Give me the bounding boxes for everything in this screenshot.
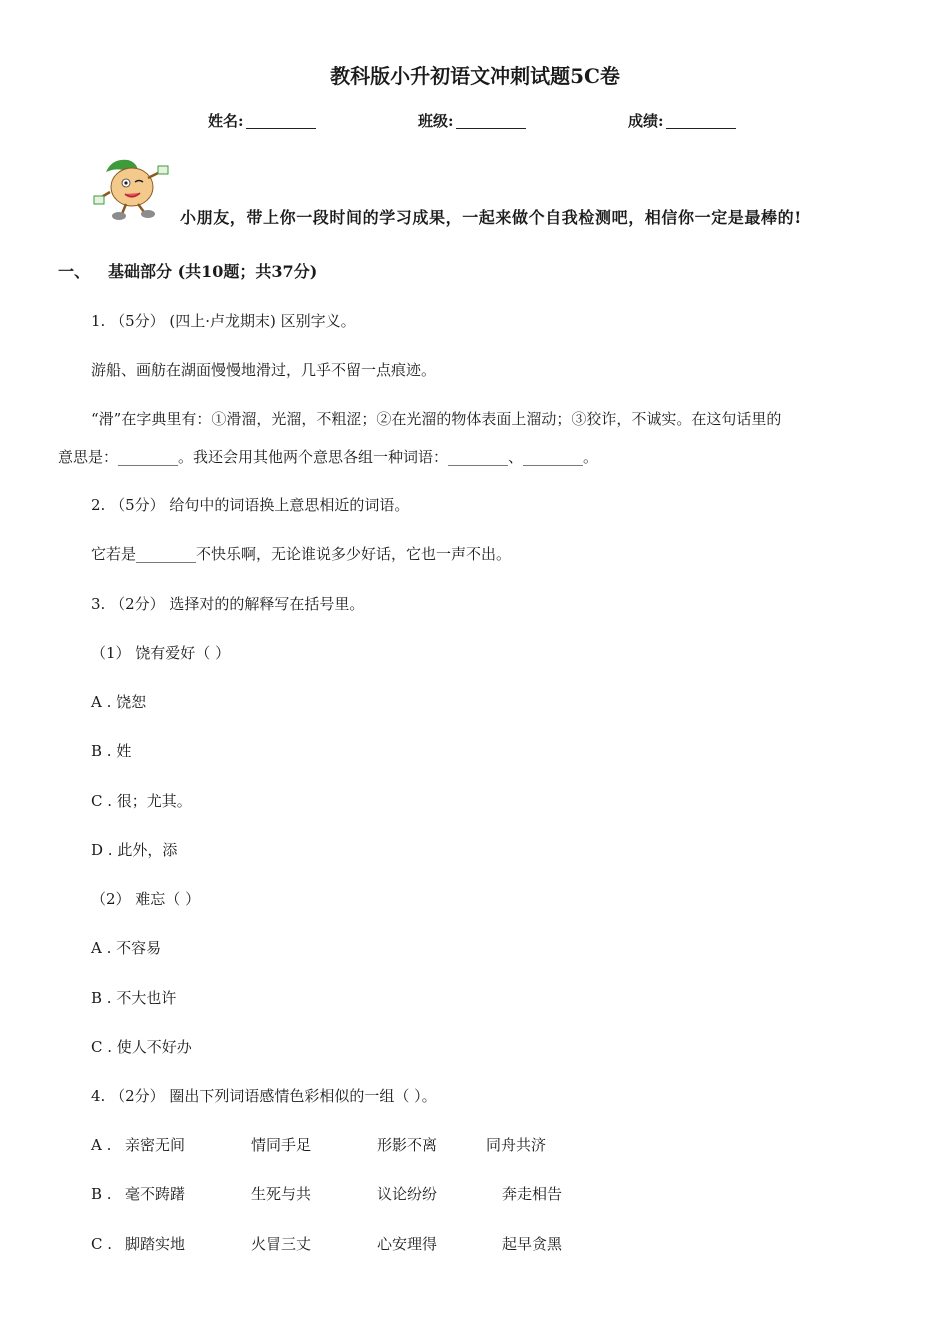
q3-sub1-option[interactable]: A . 饶恕 [91,693,147,711]
option-word: 亲密无间 [125,1136,186,1154]
q3-head: 3. （2分） 选择对的的解释写在括号里。 [91,595,365,613]
class-blank[interactable] [456,112,526,129]
name-field [208,110,316,131]
section-number: 一、 [58,262,91,281]
score-blank[interactable] [666,112,736,129]
class-label: 班级: [418,112,454,130]
intro-text: 小朋友，带上你一段时间的学习成果，一起来做个自我检测吧，相信你一定是最棒的! [180,208,802,227]
q3-sub2-option[interactable]: B . 不大也许 [91,989,177,1007]
option-word: 奔走相告 [502,1185,563,1203]
q1-sentence: 游船、画舫在湖面慢慢地滑过，几乎不留一点痕迹。 [91,361,437,379]
name-label: 姓名: [208,112,244,130]
q3-sub1: （1） 饶有爱好（ ） [91,644,231,662]
class-field [418,110,526,131]
score-label: 成绩: [628,112,664,130]
option-word: 情同手足 [251,1136,312,1154]
q1-head: 1. （5分） (四上·卢龙期末) 区别字义。 [91,312,356,330]
option-label: C . [91,1235,113,1253]
option-word: 同舟共济 [486,1136,547,1154]
q3-sub1-option[interactable]: D . 此外，添 [91,841,178,859]
name-blank[interactable] [246,112,316,129]
score-field [628,110,736,131]
q2-sentence: 它若是________不快乐啊，无论谁说多少好话，它也一声不出。 [91,545,512,563]
option-word: 毫不踌躇 [125,1185,186,1203]
q1-line2: 意思是：________。我还会用其他两个意思各组一种词语：________、________。 [58,448,599,466]
q3-sub1-option[interactable]: C . 很；尤其。 [91,792,192,810]
q4-head: 4. （2分） 圈出下列词语感情色彩相似的一组（ ）。 [91,1087,437,1105]
option-label: A . [91,1136,112,1154]
q3-sub2-option[interactable]: A . 不容易 [91,939,162,957]
q2-head: 2. （5分） 给句中的词语换上意思相近的词语。 [91,496,410,514]
q3-sub2-option[interactable]: C . 使人不好办 [91,1038,192,1056]
q4-option-a[interactable] [91,1134,546,1155]
page-title: 教科版小升初语文冲刺试题5C卷 [330,64,620,88]
option-label: B . [91,1185,112,1203]
section-title: 基础部分 (共10题；共37分) [108,262,318,281]
option-word: 起早贪黑 [502,1235,563,1253]
option-word: 议论纷纷 [377,1185,438,1203]
option-word: 生死与共 [251,1185,312,1203]
q1-line1: “滑”在字典里有：①滑溜，光溜，不粗涩；②在光溜的物体表面上溜动；③狡诈，不诚实。在这句话里的 [91,410,782,428]
q4-option-b[interactable] [91,1183,562,1204]
section-heading [58,259,317,282]
option-word: 心安理得 [377,1235,438,1253]
mascot-icon [92,152,174,224]
option-word: 形影不离 [377,1136,438,1154]
option-word: 火冒三丈 [251,1235,312,1253]
q4-option-c[interactable] [91,1233,562,1254]
option-word: 脚踏实地 [125,1235,186,1253]
q3-sub2: （2） 难忘（ ） [91,890,201,908]
q3-sub1-option[interactable]: B . 姓 [91,742,132,760]
